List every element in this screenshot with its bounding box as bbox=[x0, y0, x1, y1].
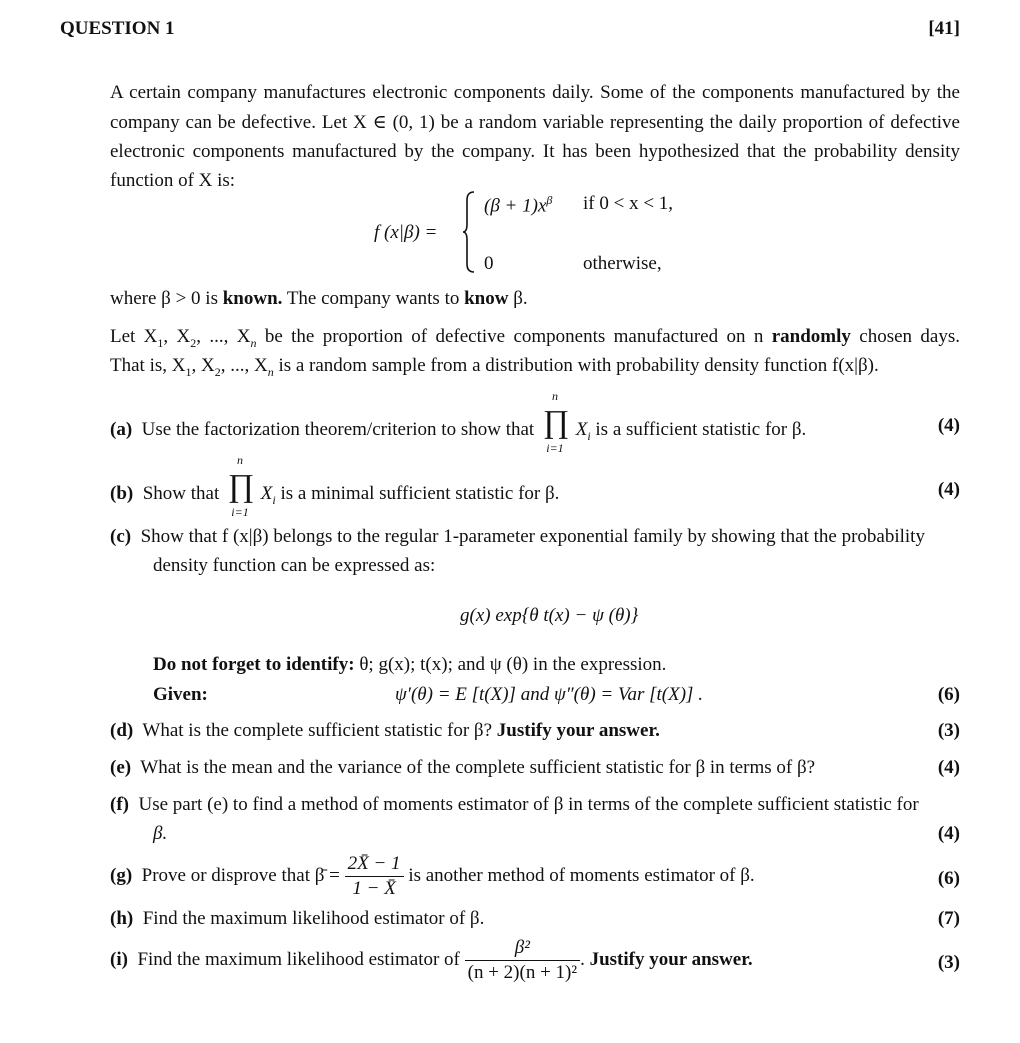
part-f-line-2: β. bbox=[153, 823, 168, 844]
part-a-marks: (4) bbox=[937, 415, 960, 436]
part-a: (a) Use the factorization theorem/criterion to show that n ∏ i=1 $X_i$ is a sufficient statistic for β. bbox=[110, 389, 807, 455]
part-b: (b) Show that n ∏ i=1 $X_i$ is a minimal sufficient statistic for β. bbox=[110, 453, 560, 519]
part-e-marks: (4) bbox=[937, 757, 960, 778]
pdf-case2-expr: 0 bbox=[484, 253, 494, 274]
part-f-marks: (4) bbox=[937, 823, 960, 844]
intro-line-1: A certain company manufactures electronic components daily. Some of the components manufactured by the bbox=[110, 82, 960, 103]
pdf-case1-expr: $(\beta + 1)x^\beta$ bbox=[484, 193, 553, 217]
intro-line-3: electronic components manufactured by the company. It has been hypothesized that the probability density bbox=[110, 141, 960, 162]
part-g: (g) Prove or disprove that β̄ = $\frac{2X̄ - 1}{1 - X̄}$ is another method of moments estimator of β. bbox=[110, 853, 755, 899]
part-e: (e) What is the mean and the variance of the complete sufficient statistic for β in terms of β? bbox=[110, 757, 816, 778]
pdf-brace bbox=[462, 190, 468, 274]
part-d-marks: (3) bbox=[937, 720, 960, 741]
part-c-marks: (6) bbox=[937, 684, 960, 705]
pdf-case1-cond: if 0 < x < 1, bbox=[583, 193, 674, 214]
estimator-fraction: $\frac{2X̄ - 1}{1 - X̄}$ bbox=[345, 852, 404, 901]
part-i-marks: (3) bbox=[937, 952, 960, 973]
product-symbol: n ∏ i=1 bbox=[542, 389, 570, 455]
known-line: where β > 0 is known. The company wants to know β. bbox=[110, 288, 528, 309]
part-h: (h) Find the maximum likelihood estimator of β. bbox=[110, 908, 485, 929]
given-formula: ψ′(θ) = E [t(X)] and ψ″(θ) = Var [t(X)] . bbox=[395, 684, 703, 705]
part-b-marks: (4) bbox=[937, 479, 960, 500]
part-i: (i) Find the maximum likelihood estimator of $\frac{\text{β²}}{\text{(n + 2)(n + 1)²}}$ . Justify your answer. bbox=[110, 937, 753, 983]
given-label: Given: bbox=[153, 684, 208, 705]
pdf-case2-cond: otherwise, bbox=[583, 253, 662, 274]
intro-line-4: function of X is: bbox=[110, 170, 236, 191]
exp-family-formula: g(x) exp{θ t(x) − ψ (θ)} bbox=[460, 605, 639, 626]
product-symbol: n ∏ i=1 bbox=[228, 453, 255, 519]
part-c-line-1: (c) Show that f (x|β) belongs to the regular 1-parameter exponential family by showing that the probability bbox=[110, 526, 925, 547]
part-c-identify: Do not forget to identify: θ; g(x); t(x); and ψ (θ) in the expression. bbox=[153, 654, 667, 675]
pdf-lhs: f (x|β) = bbox=[374, 222, 438, 243]
part-d: (d) What is the complete sufficient statistic for β? Justify your answer. bbox=[110, 720, 660, 741]
mle-fraction: $\frac{\text{β²}}{\text{(n + 2)(n + 1)²}}$ bbox=[465, 936, 580, 985]
total-marks: [41] bbox=[928, 18, 960, 39]
part-h-marks: (7) bbox=[937, 908, 960, 929]
intro-line-2: company can be defective. Let X ∈ (0, 1) be a random variable representing the daily proportion of defective bbox=[110, 112, 960, 133]
question-title: QUESTION 1 bbox=[60, 18, 175, 39]
part-c-line-2: density function can be expressed as: bbox=[153, 555, 436, 576]
part-g-marks: (6) bbox=[937, 868, 960, 889]
sample-line-2: That is, $X_1$, $X_2$, ..., $X_n$ is a random sample from a distribution with probability density function f(x|β). bbox=[110, 355, 879, 379]
part-f-line-1: (f) Use part (e) to find a method of moments estimator of β in terms of the complete sufficient statistic for bbox=[110, 794, 919, 815]
sample-line-1: Let $X_1$, $X_2$, ..., $X_n$ be the proportion of defective components manufactured on n randomly chosen days. bbox=[110, 326, 960, 350]
